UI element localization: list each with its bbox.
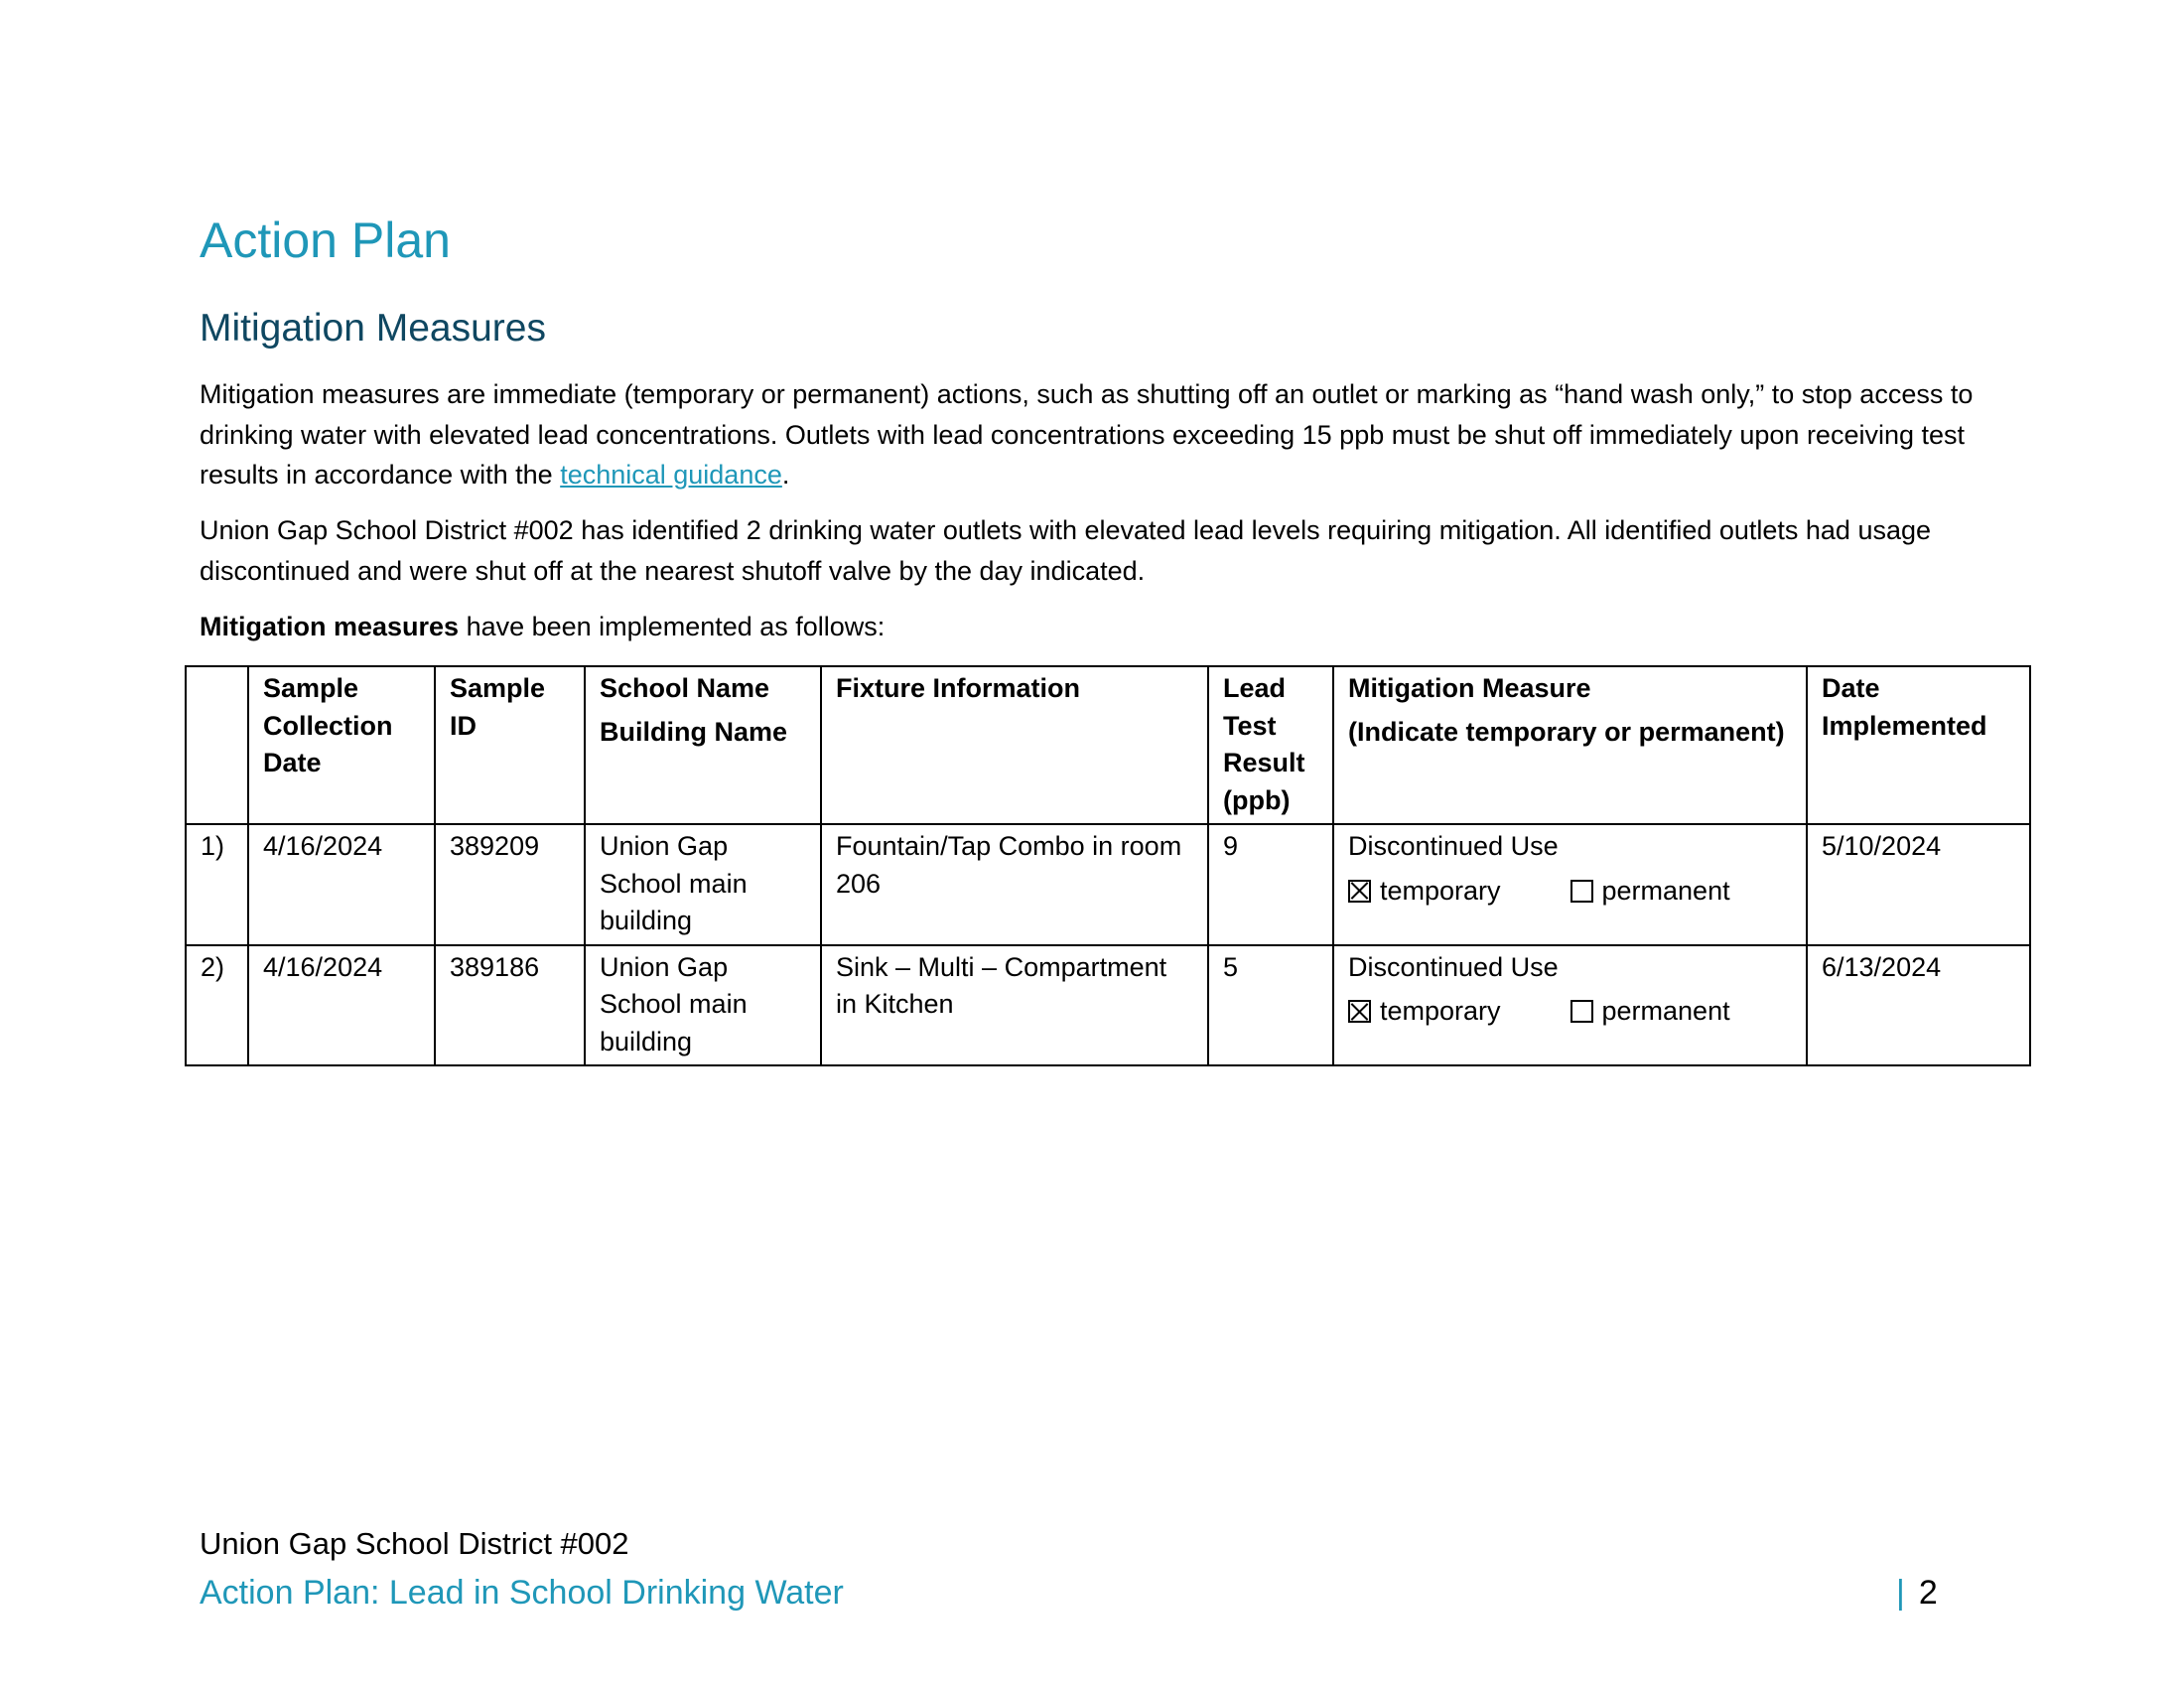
header-school-building	[585, 666, 821, 824]
permanent-label: permanent	[1601, 875, 1730, 906]
table-intro-paragraph	[200, 607, 2006, 647]
temporary-option[interactable]	[1348, 873, 1570, 911]
permanent-option[interactable]	[1570, 873, 1793, 911]
page-number: 2	[1918, 1574, 1938, 1612]
temporary-option[interactable]	[1348, 993, 1570, 1031]
mitigation-description: Discontinued Use	[1348, 951, 1559, 982]
fixture-information: Fountain/Tap Combo in room 206	[821, 824, 1208, 945]
lead-test-result: 9	[1208, 824, 1333, 945]
permanent-label: permanent	[1601, 996, 1730, 1026]
sample-collection-date: 4/16/2024	[248, 945, 435, 1066]
header-lead-test-result: Lead Test Result (ppb)	[1208, 666, 1333, 824]
date-implemented: 6/13/2024	[1807, 945, 2030, 1066]
mitigation-measure	[1333, 824, 1807, 945]
footer-document-title: Action Plan: Lead in School Drinking Water	[200, 1574, 844, 1612]
temporary-checkbox[interactable]	[1348, 1000, 1371, 1023]
header-school-name: School Name	[600, 673, 770, 703]
mitigation-options	[1348, 993, 1792, 1031]
district-summary-paragraph: Union Gap School District #002 has identified 2 drinking water outlets with elevated lead levels requiring mitigation. All identified outlets had usage discontinued and were shut off at the nearest shutoff valve by the day indicated.	[200, 515, 1932, 586]
section-heading: Mitigation Measures	[200, 307, 546, 350]
school-building-name: Union Gap School main building	[585, 824, 821, 945]
table-header-row	[186, 666, 2030, 824]
page-title: Action Plan	[200, 212, 451, 268]
permanent-checkbox[interactable]	[1570, 1000, 1593, 1023]
date-implemented: 5/10/2024	[1807, 824, 2030, 945]
temporary-label: temporary	[1380, 875, 1501, 906]
table-row	[186, 824, 2030, 945]
sample-id: 389209	[435, 824, 585, 945]
mitigation-table	[185, 665, 2031, 1066]
table-intro-text: have been implemented as follows:	[459, 612, 886, 641]
permanent-option[interactable]	[1570, 993, 1793, 1031]
intro-text: Mitigation measures are immediate (temporary or permanent) actions, such as shutting off an outlet or marking as “hand wash only,” to stop access to drinking water with elevated lead concentrations. Outlets with lead concentrations exceeding 15 ppb must be shut off immediately upon receiving test results in accordance with the	[200, 379, 1974, 490]
footer-district-name: Union Gap School District #002	[200, 1526, 629, 1561]
lead-test-result: 5	[1208, 945, 1333, 1066]
header-sample-collection-date: Sample Collection Date	[248, 666, 435, 824]
header-row-number	[186, 666, 248, 824]
row-number: 2)	[186, 945, 248, 1066]
footer-separator: |	[1896, 1574, 1905, 1612]
mitigation-description: Discontinued Use	[1348, 831, 1559, 861]
mitigation-options	[1348, 873, 1792, 911]
table-intro-bold: Mitigation measures	[200, 612, 460, 641]
temporary-label: temporary	[1380, 996, 1501, 1026]
technical-guidance-link[interactable]: technical guidance	[560, 460, 782, 490]
sample-id: 389186	[435, 945, 585, 1066]
header-building-name: Building Name	[600, 716, 788, 747]
header-sample-id: Sample ID	[435, 666, 585, 824]
intro-paragraph	[200, 374, 2006, 495]
table-row	[186, 945, 2030, 1066]
fixture-information: Sink – Multi – Compartment in Kitchen	[821, 945, 1208, 1066]
header-fixture-information: Fixture Information	[821, 666, 1208, 824]
header-date-implemented: Date Implemented	[1807, 666, 2030, 824]
sample-collection-date: 4/16/2024	[248, 824, 435, 945]
footer-page-number	[1896, 1574, 1938, 1613]
header-mitigation-note: (Indicate temporary or permanent)	[1348, 716, 1785, 747]
mitigation-measure	[1333, 945, 1807, 1066]
school-building-name: Union Gap School main building	[585, 945, 821, 1066]
row-number: 1)	[186, 824, 248, 945]
permanent-checkbox[interactable]	[1570, 880, 1593, 903]
header-mitigation-measure	[1333, 666, 1807, 824]
intro-text-end: .	[781, 460, 790, 490]
header-mitigation-title: Mitigation Measure	[1348, 673, 1591, 703]
temporary-checkbox[interactable]	[1348, 880, 1371, 903]
